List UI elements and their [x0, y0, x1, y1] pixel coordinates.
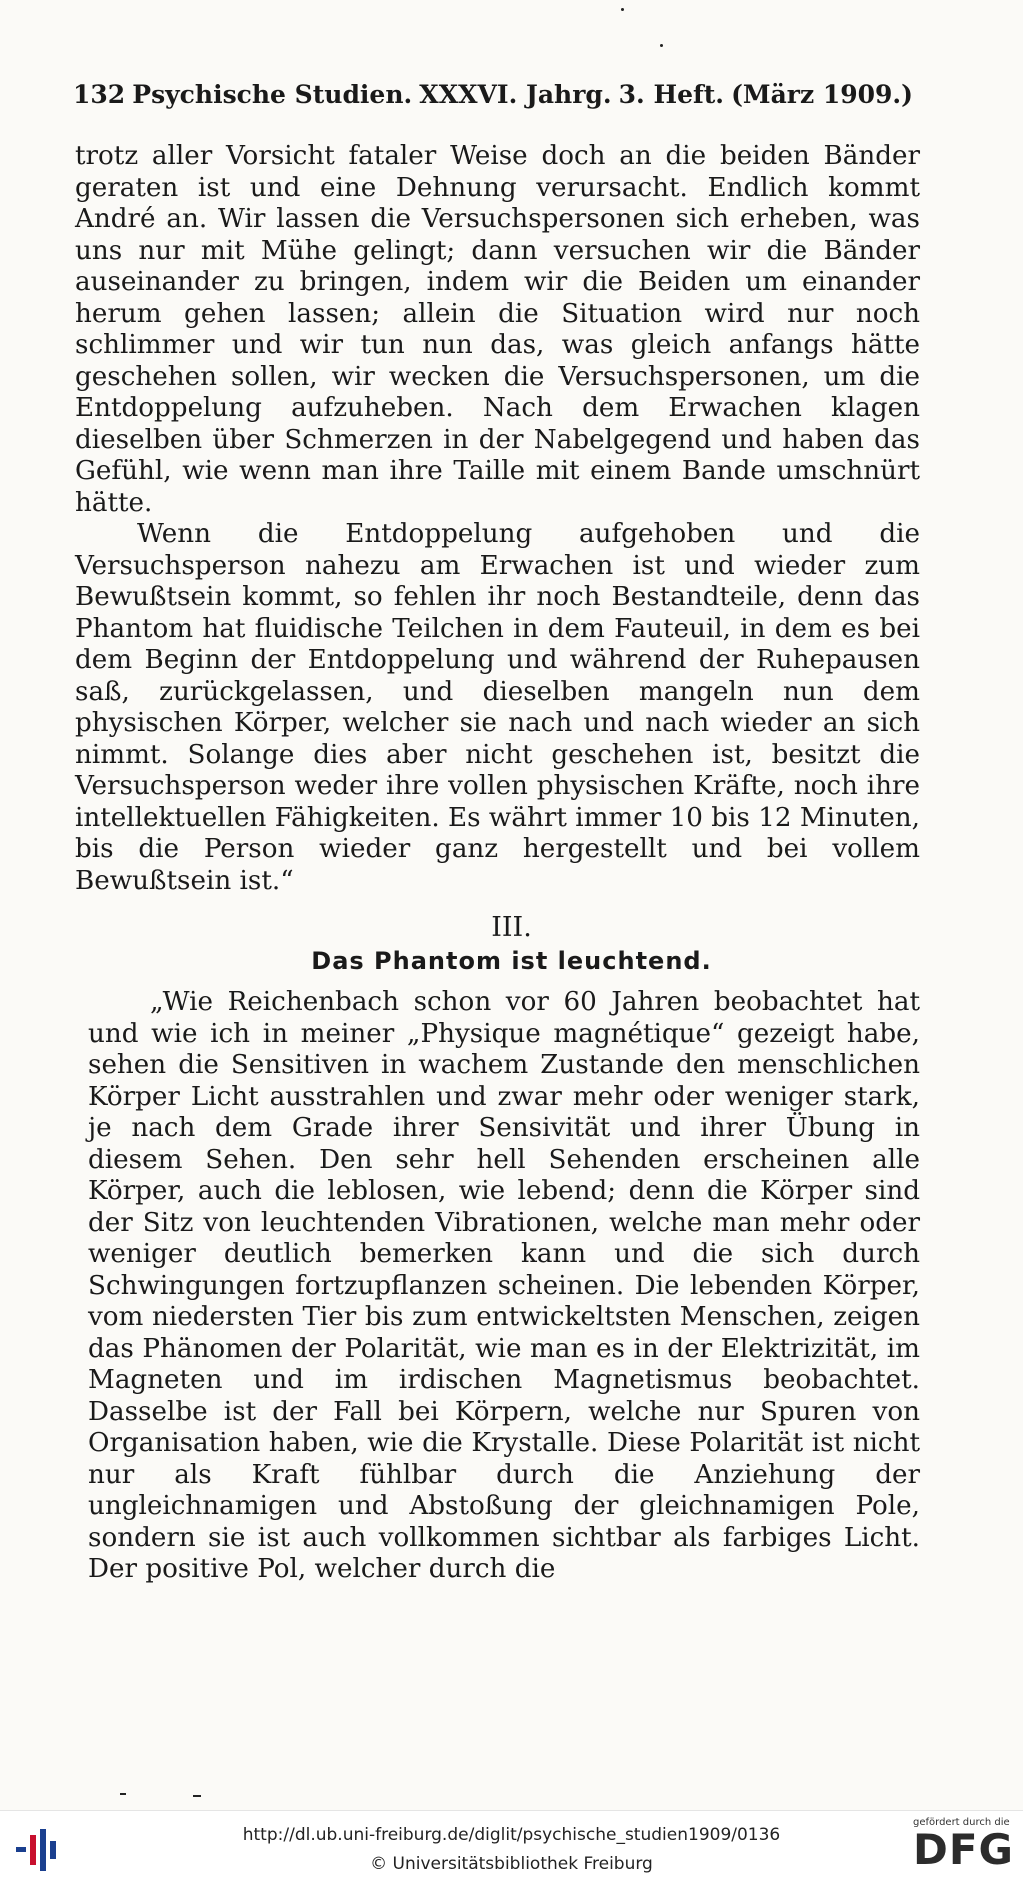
paragraph: trotz aller Vorsicht fataler Weise doch an die beiden Bänder geraten ist und eine Dehnung verursacht. Endlich kommt André an. Wir lassen die Versuchspersonen sich erheben, was uns nur mit Mühe gelingt; dann versuchen wir die Bänder auseinander zu bringen, indem wir die Beiden um einander herum gehen lassen; allein die Situation wird nur noch schlimmer und wir tun nun das, was gleich anfangs hätte geschehen sollen, wir wecken die Versuchspersonen, um die Entdoppelung aufzuheben. Nach dem Erwachen klagen dieselben über Schmerzen in der Nabelgegend und haben das Gefühl, wie wenn man ihre Taille mit einem Bande umschnürt hätte.: [75, 141, 920, 518]
dfg-logo: [913, 1817, 1015, 1881]
scan-speck: [193, 1795, 201, 1797]
sponsor-caption: gefördert durch die: [913, 1817, 1010, 1828]
paragraph: Wenn die Entdoppelung aufgehoben und die Versuchsperson nahezu am Erwachen ist und wieder zum Bewußtsein kommt, so fehlen ihr noch Bestandteile, denn das Phantom hat fluidische Teilchen in dem Fauteuil, in dem es bei dem Beginn der Entdoppelung und während der Ruhepausen saß, zurückgelassen, und dieselben mangeln nun dem physischen Körper, welcher sie nach und nach wieder an sich nimmt. Solange dies aber nicht geschehen ist, besitzt die Versuchsperson weder ihre vollen physischen Kräfte, noch ihre intellektuellen Fähigkeiten. Es währt immer 10 bis 12 Minuten, bis die Person wieder ganz hergestellt und bei vollem Bewußtsein ist.“: [75, 519, 920, 896]
section-number: III.: [491, 912, 532, 943]
scan-speck: [660, 44, 663, 47]
scan-speck: [120, 1793, 126, 1795]
scan-speck: [621, 8, 624, 11]
running-head: [73, 80, 913, 109]
document-url[interactable]: http://dl.ub.uni-freiburg.de/diglit/psychische_studien1909/0136: [242, 1825, 781, 1845]
section-title: Das Phantom ist leuchtend.: [311, 947, 712, 975]
body-text-bottom: [88, 987, 920, 1586]
journal-title: Psychische Studien.: [132, 80, 413, 109]
page-number: 132: [73, 80, 126, 109]
paragraph: „Wie Reichenbach schon vor 60 Jahren beobachtet hat und wie ich in meiner „Physique magnétique“ gezeigt habe, sehen die Sensitiven in wachem Zustande den menschlichen Körper Licht ausstrahlen und zwar mehr oder weniger stark, je nach dem Grade ihrer Sensivität und ihrer Übung in diesem Sehen. Den sehr hell Sehenden erscheinen alle Körper, auch die leblosen, wie lebend; denn die Körper sind der Sitz von leuchtenden Vibrationen, welche man mehr oder weniger deutlich bemerken kann und die sich durch Schwingungen fortzupflanzen scheinen. Die lebenden Körper, vom niedersten Tier bis zum entwickeltsten Menschen, zeigen das Phänomen der Polarität, wie man es in der Elektrizität, im Magneten und im irdischen Magnetismus beobachtet. Dasselbe ist der Fall bei Körpern, welche nur Spuren von Organisation haben, wie die Krystalle. Diese Polarität ist nicht nur als Kraft fühlbar durch die Anziehung der ungleichnamigen und Abstoßung der gleichnamigen Pole, sondern sie ist auch vollkommen sichtbar als farbiges Licht. Der positive Pol, welcher durch die: [88, 987, 920, 1584]
issue: 3. Heft.: [618, 80, 724, 109]
viewer-footer: [0, 1810, 1023, 1886]
volume: XXXVI. Jahrg.: [419, 80, 612, 109]
dfg-logo-text: DFG: [913, 1825, 1015, 1874]
copyright-notice: © Universitätsbibliothek Freiburg: [370, 1854, 653, 1874]
issue-date: (März 1909.): [731, 80, 913, 109]
body-text-top: [75, 141, 920, 897]
